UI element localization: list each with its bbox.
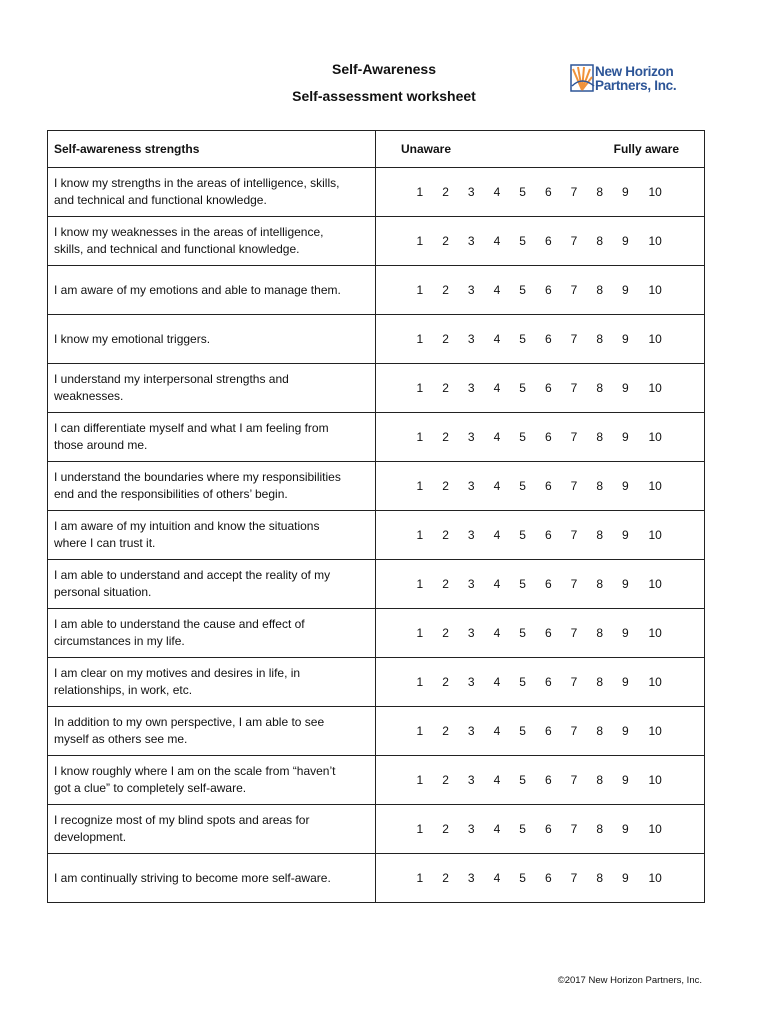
rating-option[interactable]: 10 [648,233,662,248]
rating-option[interactable]: 8 [596,282,603,297]
scale-column-header [376,131,705,168]
statement-text: relationships, in work, etc. [54,683,193,697]
statement-text: I know my weaknesses in the areas of intelligence, [54,225,324,239]
rating-option[interactable]: 7 [570,576,578,591]
rating-option[interactable]: 4 [493,625,501,640]
statement-text: those around me. [54,438,148,452]
rating-option[interactable]: 2 [442,870,449,885]
rating-option[interactable]: 6 [544,870,552,885]
rating-scale [376,429,704,446]
rating-option[interactable]: 8 [596,576,603,591]
rating-option[interactable]: 3 [467,576,475,591]
rating-option[interactable]: 9 [622,723,629,738]
statement-cell [48,511,376,560]
rating-option[interactable]: 3 [467,282,475,297]
scale-low-label: Unaware [401,142,452,156]
statement-cell [48,609,376,658]
table-row [48,315,705,364]
rating-option[interactable]: 10 [648,331,662,346]
table-row [48,560,705,609]
rating-option[interactable]: 10 [648,625,662,640]
rating-option[interactable]: 6 [544,576,552,591]
rating-option[interactable]: 10 [648,282,662,297]
rating-option[interactable]: 3 [467,625,475,640]
rating-option[interactable]: 3 [467,674,475,689]
rating-scale [376,772,704,789]
rating-scale [376,331,704,348]
rating-option[interactable]: 2 [442,576,449,591]
rating-option[interactable]: 7 [570,380,578,395]
rating-option[interactable]: 4 [493,870,501,885]
rating-option[interactable]: 1 [416,772,424,787]
rating-option[interactable]: 4 [493,184,501,199]
rating-cell [376,315,705,364]
rating-option[interactable]: 10 [648,527,662,542]
rating-option[interactable]: 8 [596,478,603,493]
statement-cell [48,805,376,854]
statement-text: I am continually striving to become more self-aware. [54,870,331,885]
rating-option[interactable]: 3 [467,184,475,199]
rating-option[interactable]: 1 [416,478,424,493]
statement-text: I know roughly where I am on the scale from “haven’t [54,764,336,778]
rating-option[interactable]: 2 [442,527,449,542]
rating-option[interactable]: 2 [442,772,449,787]
rating-option[interactable]: 5 [519,184,526,199]
rating-option[interactable]: 6 [544,772,552,787]
rating-option[interactable]: 6 [544,527,552,542]
rating-cell [376,560,705,609]
rating-scale [376,870,704,887]
rating-option[interactable]: 3 [467,821,475,836]
copyright-footer: ©2017 New Horizon Partners, Inc. [557,975,702,986]
statement-cell [48,315,376,364]
rating-option[interactable]: 4 [493,282,501,297]
rating-option[interactable]: 10 [648,478,662,493]
rating-scale [376,723,704,740]
rating-option[interactable]: 8 [596,527,603,542]
rating-option[interactable]: 7 [570,821,578,836]
statement-cell [48,168,376,217]
rating-option[interactable]: 1 [416,429,424,444]
rating-option[interactable]: 2 [442,233,449,248]
rating-cell [376,658,705,707]
rating-option[interactable]: 10 [648,380,662,395]
statement-text: I understand the boundaries where my responsibilities [54,470,341,484]
rating-option[interactable]: 3 [467,870,475,885]
rating-scale [376,233,704,250]
rating-option[interactable]: 9 [622,772,629,787]
rating-option[interactable]: 3 [467,429,475,444]
rating-option[interactable]: 6 [544,233,552,248]
rating-cell [376,217,705,266]
statement-cell [48,217,376,266]
rating-option[interactable]: 7 [570,478,578,493]
table-row [48,217,705,266]
rating-option[interactable]: 2 [442,429,449,444]
rating-option[interactable]: 5 [519,331,526,346]
rating-option[interactable]: 2 [442,625,449,640]
table-header-row [48,131,705,168]
rating-option[interactable]: 7 [570,282,578,297]
rating-option[interactable]: 4 [493,576,501,591]
rating-option[interactable]: 1 [416,527,424,542]
rating-option[interactable]: 7 [570,723,578,738]
statement-text: myself as others see me. [54,732,188,746]
rating-option[interactable]: 3 [467,380,475,395]
rating-option[interactable]: 1 [416,625,424,640]
rating-option[interactable]: 7 [570,674,578,689]
rating-option[interactable]: 4 [493,429,501,444]
rating-option[interactable]: 9 [622,576,629,591]
rating-option[interactable]: 9 [622,527,629,542]
logo-wordmark [595,65,695,93]
rating-option[interactable]: 9 [622,870,629,885]
rating-option[interactable]: 1 [416,674,424,689]
rating-option[interactable]: 5 [519,233,526,248]
rating-option[interactable]: 4 [493,478,501,493]
rating-option[interactable]: 9 [622,380,629,395]
statement-text: I am able to understand and accept the reality of my [54,568,331,582]
logo-line-2: Partners, Inc. [595,78,677,93]
statement-text: circumstances in my life. [54,634,185,648]
statement-text: and technical and functional knowledge. [54,193,267,207]
rating-option[interactable]: 2 [442,184,449,199]
rating-option[interactable]: 3 [467,331,475,346]
rating-option[interactable]: 5 [519,723,526,738]
statement-text: where I can trust it. [54,536,156,550]
rating-option[interactable]: 5 [519,380,526,395]
statement-text: I know my strengths in the areas of intelligence, skills, [54,176,340,190]
table-row [48,658,705,707]
rating-option[interactable]: 4 [493,331,501,346]
rating-option[interactable]: 7 [570,331,578,346]
rating-option[interactable]: 7 [570,184,578,199]
statement-text: I know my emotional triggers. [54,331,211,346]
rating-option[interactable]: 3 [467,527,475,542]
page-subtitle: Self-assessment worksheet [292,88,476,104]
rating-option[interactable]: 4 [493,821,501,836]
rating-option[interactable]: 1 [416,380,424,395]
rating-option[interactable]: 7 [570,527,578,542]
scale-high-label: Fully aware [613,142,679,156]
rating-option[interactable]: 1 [416,331,424,346]
rating-option[interactable]: 8 [596,625,603,640]
rating-option[interactable]: 4 [493,674,501,689]
rating-option[interactable]: 5 [519,478,526,493]
rating-option[interactable]: 8 [596,184,603,199]
rating-option[interactable]: 9 [622,184,629,199]
rating-option[interactable]: 4 [493,380,501,395]
rating-option[interactable]: 5 [519,282,526,297]
rating-cell [376,609,705,658]
rating-option[interactable]: 6 [544,184,552,199]
rating-option[interactable]: 7 [570,870,578,885]
statement-text: skills, and technical and functional knowledge. [54,242,300,256]
rating-option[interactable]: 6 [544,625,552,640]
rating-option[interactable]: 7 [570,625,578,640]
table-row [48,511,705,560]
rating-scale [376,282,704,299]
document-header [234,56,534,110]
statement-column-header: Self-awareness strengths [48,131,376,168]
statement-text: I understand my interpersonal strengths and [54,372,289,386]
rating-option[interactable]: 4 [493,772,501,787]
rating-option[interactable]: 10 [648,184,662,199]
statement-cell [48,462,376,511]
rating-option[interactable]: 5 [519,527,526,542]
rating-scale [376,380,704,397]
rating-option[interactable]: 5 [519,870,526,885]
table-row [48,364,705,413]
rating-option[interactable]: 6 [544,282,552,297]
table-row [48,707,705,756]
statement-text: end and the responsibilities of others’ begin. [54,487,288,501]
rating-option[interactable]: 5 [519,674,526,689]
rating-option[interactable]: 7 [570,429,578,444]
rating-cell [376,707,705,756]
rating-scale [376,625,704,642]
rating-option[interactable]: 6 [544,821,552,836]
rating-cell [376,168,705,217]
rating-option[interactable]: 3 [467,478,475,493]
table-row [48,413,705,462]
rating-option[interactable]: 2 [442,821,449,836]
rating-cell [376,805,705,854]
page-title: Self-Awareness [331,61,436,77]
rating-cell [376,413,705,462]
table-row [48,168,705,217]
rating-option[interactable]: 8 [596,674,603,689]
statement-text: I am aware of my intuition and know the situations [54,519,320,533]
rating-cell [376,756,705,805]
table-row [48,805,705,854]
rating-option[interactable]: 8 [596,821,603,836]
rating-option[interactable]: 1 [416,821,424,836]
statement-text: I can differentiate myself and what I am feeling from [54,421,329,435]
statement-text: I am able to understand the cause and effect of [54,617,305,631]
rating-option[interactable]: 9 [622,282,629,297]
rating-option[interactable]: 5 [519,821,526,836]
rating-option[interactable]: 9 [622,478,629,493]
rating-option[interactable]: 8 [596,380,603,395]
statement-cell [48,854,376,903]
rating-option[interactable]: 10 [648,429,662,444]
statement-text: development. [54,830,127,844]
table-row [48,854,705,903]
rating-option[interactable]: 4 [493,527,501,542]
rating-option[interactable]: 5 [519,576,526,591]
rating-option[interactable]: 3 [467,772,475,787]
statement-text: I recognize most of my blind spots and areas for [54,813,310,827]
rating-scale [376,821,704,838]
statement-cell [48,707,376,756]
table-row [48,266,705,315]
statement-text: I am clear on my motives and desires in life, in [54,666,301,680]
rating-option[interactable]: 2 [442,478,449,493]
rating-scale [376,576,704,593]
rating-option[interactable]: 2 [442,674,449,689]
statement-text: In addition to my own perspective, I am able to see [54,715,325,729]
statement-text: got a clue” to completely self-aware. [54,781,247,795]
statement-cell [48,266,376,315]
rating-option[interactable]: 6 [544,478,552,493]
rating-option[interactable]: 6 [544,429,552,444]
rating-option[interactable]: 9 [622,674,629,689]
rating-option[interactable]: 2 [442,282,449,297]
rating-option[interactable]: 10 [648,723,662,738]
rating-option[interactable]: 10 [648,576,662,591]
rating-option[interactable]: 3 [467,233,475,248]
rating-option[interactable]: 10 [648,821,662,836]
rating-option[interactable]: 6 [544,674,552,689]
rating-option[interactable]: 9 [622,821,629,836]
rating-option[interactable]: 5 [519,772,526,787]
rating-option[interactable]: 1 [416,723,424,738]
statement-cell [48,658,376,707]
rating-option[interactable]: 9 [622,429,629,444]
statement-cell [48,413,376,462]
rating-scale [376,527,704,544]
rating-option[interactable]: 6 [544,723,552,738]
logo-line-1: New Horizon [595,64,674,79]
rating-option[interactable]: 9 [622,331,629,346]
rating-option[interactable]: 8 [596,429,603,444]
rating-option[interactable]: 6 [544,331,552,346]
rating-option[interactable]: 2 [442,380,449,395]
rating-option[interactable]: 7 [570,772,578,787]
rating-cell [376,854,705,903]
rating-cell [376,266,705,315]
rating-option[interactable]: 2 [442,331,449,346]
rating-option[interactable]: 6 [544,380,552,395]
rating-option[interactable]: 4 [493,233,501,248]
rating-option[interactable]: 9 [622,625,629,640]
rating-cell [376,462,705,511]
rating-scale [376,674,704,691]
rating-option[interactable]: 10 [648,772,662,787]
statement-cell [48,756,376,805]
rating-option[interactable]: 4 [493,723,501,738]
assessment-table [47,130,705,903]
table-row [48,609,705,658]
statement-text: I am aware of my emotions and able to manage them. [54,282,341,297]
rating-option[interactable]: 8 [596,772,603,787]
statement-cell [48,560,376,609]
statement-cell [48,364,376,413]
company-logo [570,64,690,98]
rating-option[interactable]: 7 [570,233,578,248]
rating-option[interactable]: 8 [596,233,603,248]
statement-text: personal situation. [54,585,152,599]
sunrise-logo-icon [570,64,596,94]
rating-option[interactable]: 1 [416,233,424,248]
rating-scale [376,478,704,495]
rating-scale [376,184,704,201]
rating-option[interactable]: 1 [416,576,424,591]
rating-option[interactable]: 3 [467,723,475,738]
statement-text: weaknesses. [54,389,124,403]
rating-option[interactable]: 8 [596,870,603,885]
rating-option[interactable]: 5 [519,625,526,640]
rating-option[interactable]: 10 [648,870,662,885]
rating-option[interactable]: 10 [648,674,662,689]
rating-option[interactable]: 2 [442,723,449,738]
rating-option[interactable]: 8 [596,723,603,738]
table-row [48,756,705,805]
rating-option[interactable]: 1 [416,184,424,199]
rating-option[interactable]: 1 [416,870,424,885]
rating-option[interactable]: 9 [622,233,629,248]
rating-option[interactable]: 8 [596,331,603,346]
rating-cell [376,364,705,413]
rating-option[interactable]: 1 [416,282,424,297]
rating-cell [376,511,705,560]
table-row [48,462,705,511]
rating-option[interactable]: 5 [519,429,526,444]
